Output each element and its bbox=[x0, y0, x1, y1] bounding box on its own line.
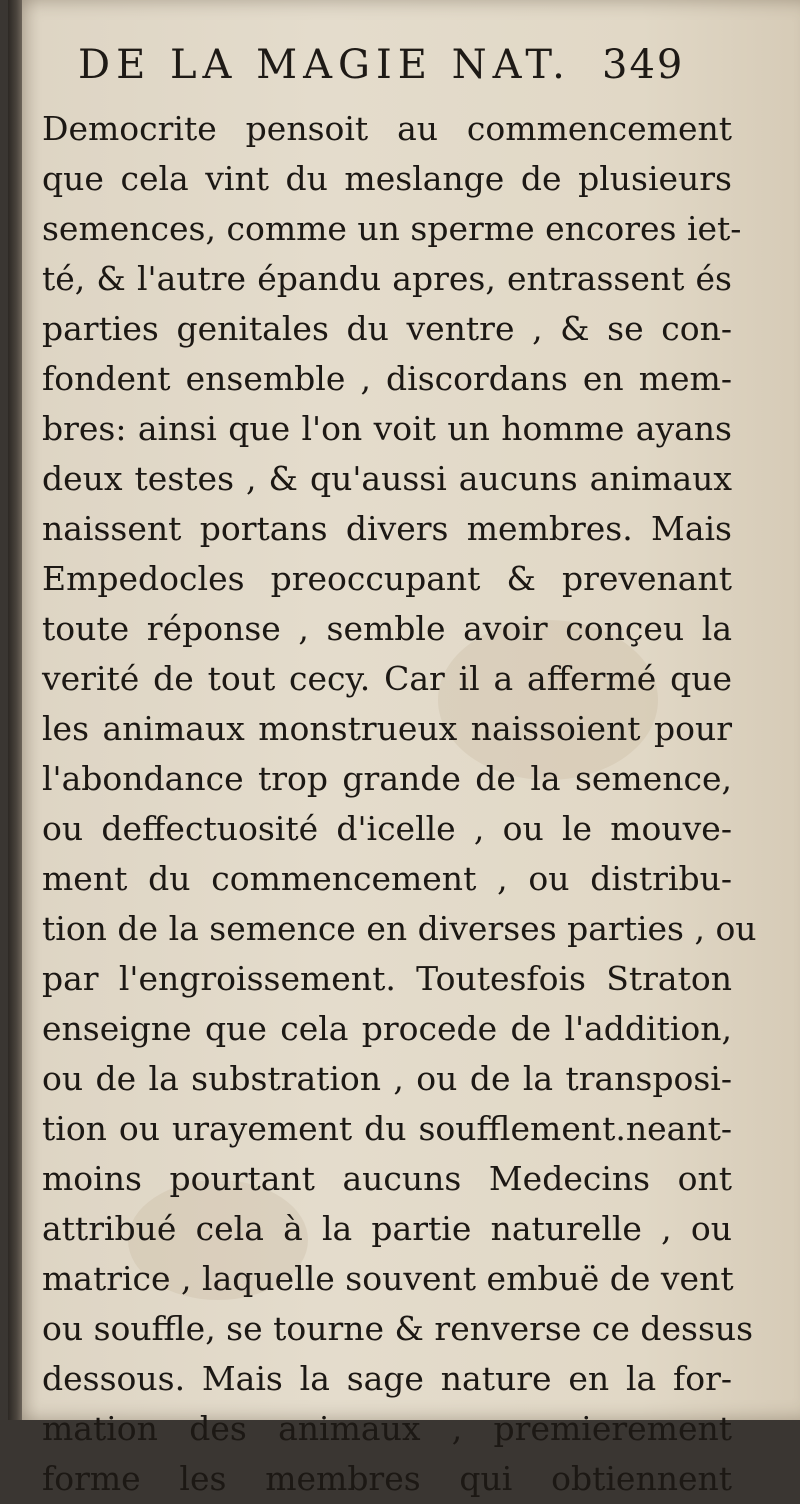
running-title: DE LA MAGIE NAT. bbox=[78, 42, 571, 88]
text-line: Empedocles preoccupant & prevenant bbox=[42, 559, 732, 598]
book-page bbox=[8, 0, 800, 1498]
text-line: moins pourtant aucuns Medecins ont bbox=[42, 1159, 732, 1198]
page-number: 349 bbox=[602, 42, 685, 88]
text-line: ment du commencement , ou distribu- bbox=[42, 859, 732, 898]
text-line: semences, comme un sperme encores iet- bbox=[42, 209, 742, 248]
text-line: Democrite pensoit au commencement bbox=[42, 109, 732, 148]
text-line: l'abondance trop grande de la semence, bbox=[42, 759, 732, 798]
text-line: forme les membres qui obtiennent bbox=[42, 1459, 732, 1498]
text-line: toute réponse , semble avoir conçeu la bbox=[42, 609, 732, 648]
text-line: deux testes , & qu'aussi aucuns animaux bbox=[42, 459, 732, 498]
text-line: bres: ainsi que l'on voit un homme ayans bbox=[42, 409, 732, 448]
text-line: attribué cela à la partie naturelle , ou bbox=[42, 1209, 732, 1248]
text-line: dessous. Mais la sage nature en la for- bbox=[42, 1359, 732, 1398]
page-header bbox=[8, 42, 800, 102]
text-line: ou deffectuosité d'icelle , ou le mouve- bbox=[42, 809, 732, 848]
book-binding bbox=[8, 0, 22, 1420]
text-line: que cela vint du meslange de plusieurs bbox=[42, 159, 732, 198]
text-line: verité de tout cecy. Car il a affermé que bbox=[42, 659, 732, 698]
text-line: matrice , laquelle souvent embuë de vent bbox=[42, 1259, 734, 1298]
text-line: ou souffle, se tourne & renverse ce dessus bbox=[42, 1309, 754, 1348]
text-line: té, & l'autre épandu apres, entrassent és bbox=[42, 259, 732, 298]
text-line: tion de la semence en diverses parties , ou bbox=[42, 909, 757, 948]
text-line: naissent portans divers membres. Mais bbox=[42, 509, 732, 548]
text-line: tion ou urayement du soufflement.neant- bbox=[42, 1109, 732, 1148]
text-line: par l'engroissement. Toutesfois Straton bbox=[42, 959, 732, 998]
text-line: parties genitales du ventre , & se con- bbox=[42, 309, 732, 348]
text-line: les animaux monstrueux naissoient pour bbox=[42, 709, 732, 748]
text-line: fondent ensemble , discordans en mem- bbox=[42, 359, 732, 398]
text-line: mation des animaux , premierement bbox=[42, 1409, 732, 1448]
body-text bbox=[42, 104, 757, 1504]
text-line: ou de la substration , ou de la transposi- bbox=[42, 1059, 732, 1098]
text-line: enseigne que cela procede de l'addition, bbox=[42, 1009, 732, 1048]
